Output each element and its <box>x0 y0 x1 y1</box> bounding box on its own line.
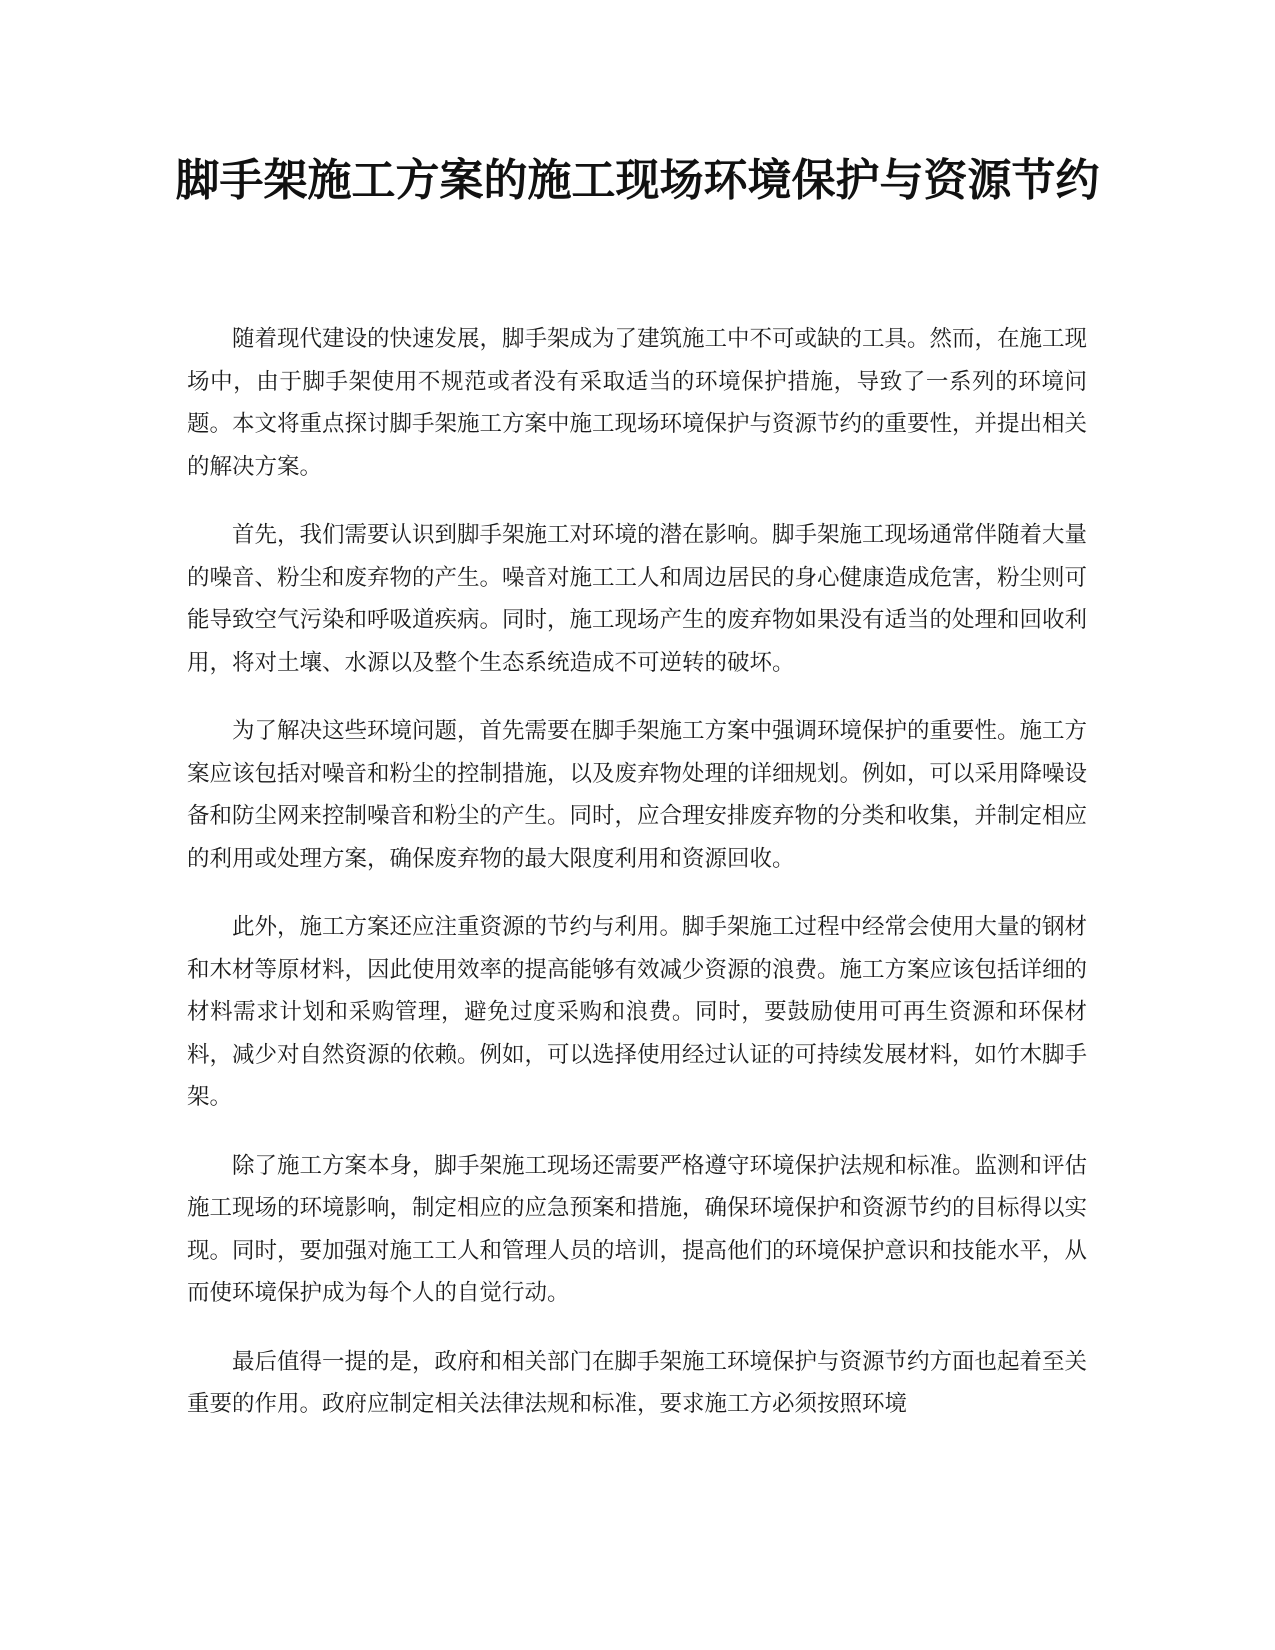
paragraph-6: 最后值得一提的是，政府和相关部门在脚手架施工环境保护与资源节约方面也起着至关重要的作用。政府应制定相关法律法规和标准，要求施工方必须按照环境 <box>187 1348 1088 1417</box>
paragraph-4: 此外，施工方案还应注重资源的节约与利用。脚手架施工过程中经常会使用大量的钢材和木材等原材料，因此使用效率的提高能够有效减少资源的浪费。施工方案应该包括详细的材料需求计划和采购管理，避免过度采购和浪费。同时，要鼓励使用可再生资源和环保材料，减少对自然资源的依赖。例如，可以选择使用经过认证的可持续发展材料，如竹木脚手架。 <box>187 914 1088 1110</box>
paragraph-3: 为了解决这些环境问题，首先需要在脚手架施工方案中强调环境保护的重要性。施工方案应该包括对噪音和粉尘的控制措施，以及废弃物处理的详细规划。例如，可以采用降噪设备和防尘网来控制噪音和粉尘的产生。同时，应合理安排废弃物的分类和收集，并制定相应的利用或处理方案，确保废弃物的最大限度利用和资源回收。 <box>187 718 1088 872</box>
document-title: 脚手架施工方案的施工现场环境保护与资源节约 <box>175 155 1100 206</box>
paragraph-5: 除了施工方案本身，脚手架施工现场还需要严格遵守环境保护法规和标准。监测和评估施工现场的环境影响，制定相应的应急预案和措施，确保环境保护和资源节约的目标得以实现。同时，要加强对施工工人和管理人员的培训，提高他们的环境保护意识和技能水平，从而使环境保护成为每个人的自觉行动。 <box>187 1152 1088 1306</box>
paragraph-2: 首先，我们需要认识到脚手架施工对环境的潜在影响。脚手架施工现场通常伴随着大量的噪音、粉尘和废弃物的产生。噪音对施工工人和周边居民的身心健康造成危害，粉尘则可能导致空气污染和呼吸道疾病。同时，施工现场产生的废弃物如果没有适当的处理和回收利用，将对土壤、水源以及整个生态系统造成不可逆转的破坏。 <box>187 522 1088 676</box>
document-body <box>187 318 1087 1452</box>
paragraph-1: 随着现代建设的快速发展，脚手架成为了建筑施工中不可或缺的工具。然而，在施工现场中，由于脚手架使用不规范或者没有采取适当的环境保护措施，导致了一系列的环境问题。本文将重点探讨脚手架施工方案中施工现场环境保护与资源节约的重要性，并提出相关的解决方案。 <box>187 326 1088 480</box>
